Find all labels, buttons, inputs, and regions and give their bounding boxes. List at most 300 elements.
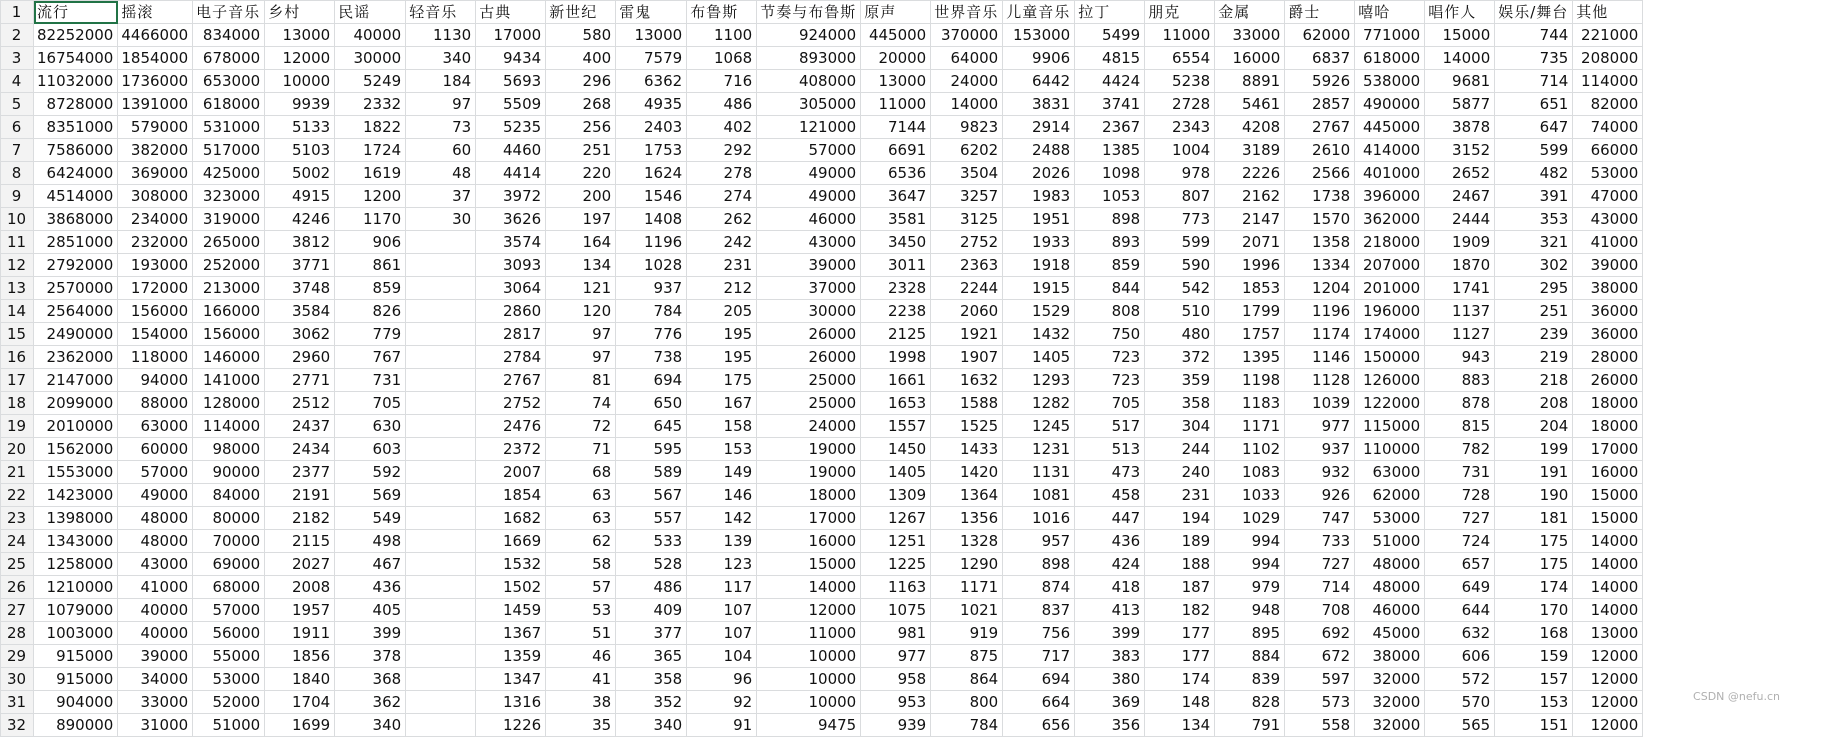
- data-cell[interactable]: 340: [335, 714, 406, 737]
- data-cell[interactable]: 187: [1145, 576, 1215, 599]
- data-cell[interactable]: 2960: [265, 346, 335, 369]
- column-header-cell[interactable]: 节奏与布鲁斯: [757, 1, 861, 24]
- data-cell[interactable]: 480: [1145, 323, 1215, 346]
- data-cell[interactable]: 218000: [1355, 231, 1425, 254]
- data-cell[interactable]: 12000: [757, 599, 861, 622]
- row-header[interactable]: 27: [1, 599, 34, 622]
- data-cell[interactable]: [406, 300, 476, 323]
- data-cell[interactable]: 48000: [1355, 553, 1425, 576]
- data-cell[interactable]: 55000: [193, 645, 265, 668]
- data-cell[interactable]: 3584: [265, 300, 335, 323]
- data-cell[interactable]: [406, 438, 476, 461]
- data-cell[interactable]: 756: [1003, 622, 1075, 645]
- data-cell[interactable]: 196000: [1355, 300, 1425, 323]
- data-cell[interactable]: 9475: [757, 714, 861, 737]
- data-cell[interactable]: 1098: [1075, 162, 1145, 185]
- data-cell[interactable]: [406, 599, 476, 622]
- data-cell[interactable]: 1196: [616, 231, 687, 254]
- data-cell[interactable]: 3450: [861, 231, 931, 254]
- data-cell[interactable]: 5235: [476, 116, 546, 139]
- data-cell[interactable]: 359: [1145, 369, 1215, 392]
- column-header-cell[interactable]: 布鲁斯: [687, 1, 757, 24]
- data-cell[interactable]: 1100: [687, 24, 757, 47]
- data-cell[interactable]: 213000: [193, 277, 265, 300]
- data-cell[interactable]: 340: [616, 714, 687, 737]
- data-cell[interactable]: 1003000: [34, 622, 118, 645]
- data-cell[interactable]: 25000: [757, 369, 861, 392]
- data-cell[interactable]: 96: [687, 668, 757, 691]
- data-cell[interactable]: 362000: [1355, 208, 1425, 231]
- data-cell[interactable]: 978: [1145, 162, 1215, 185]
- data-cell[interactable]: 97: [546, 346, 616, 369]
- data-cell[interactable]: 305000: [757, 93, 861, 116]
- data-cell[interactable]: 590: [1145, 254, 1215, 277]
- data-cell[interactable]: 399: [335, 622, 406, 645]
- data-cell[interactable]: 15000: [1573, 507, 1643, 530]
- data-cell[interactable]: 43000: [757, 231, 861, 254]
- data-cell[interactable]: 2860: [476, 300, 546, 323]
- data-cell[interactable]: 84000: [193, 484, 265, 507]
- data-cell[interactable]: 63: [546, 507, 616, 530]
- data-cell[interactable]: 2914: [1003, 116, 1075, 139]
- data-cell[interactable]: 599: [1145, 231, 1215, 254]
- data-cell[interactable]: 64000: [931, 47, 1003, 70]
- row-header[interactable]: 6: [1, 116, 34, 139]
- row-header[interactable]: 19: [1, 415, 34, 438]
- data-cell[interactable]: 906: [335, 231, 406, 254]
- data-cell[interactable]: 13000: [265, 24, 335, 47]
- data-cell[interactable]: 221000: [1573, 24, 1643, 47]
- data-cell[interactable]: 219: [1495, 346, 1573, 369]
- data-cell[interactable]: 1570: [1285, 208, 1355, 231]
- data-cell[interactable]: 2147000: [34, 369, 118, 392]
- data-cell[interactable]: [406, 277, 476, 300]
- data-cell[interactable]: 1293: [1003, 369, 1075, 392]
- data-cell[interactable]: 10000: [757, 691, 861, 714]
- data-cell[interactable]: 447: [1075, 507, 1145, 530]
- data-cell[interactable]: [406, 645, 476, 668]
- data-cell[interactable]: 1170: [335, 208, 406, 231]
- data-cell[interactable]: 1502: [476, 576, 546, 599]
- column-header-cell[interactable]: 其他: [1573, 1, 1643, 24]
- data-cell[interactable]: 190: [1495, 484, 1573, 507]
- data-cell[interactable]: 3626: [476, 208, 546, 231]
- data-cell[interactable]: 9939: [265, 93, 335, 116]
- data-cell[interactable]: 937: [1285, 438, 1355, 461]
- data-cell[interactable]: 362: [335, 691, 406, 714]
- data-cell[interactable]: 175: [1495, 553, 1573, 576]
- data-cell[interactable]: [406, 668, 476, 691]
- data-cell[interactable]: 1736000: [118, 70, 193, 93]
- data-cell[interactable]: 34000: [118, 668, 193, 691]
- data-cell[interactable]: 41000: [1573, 231, 1643, 254]
- data-cell[interactable]: [406, 231, 476, 254]
- data-cell[interactable]: 9434: [476, 47, 546, 70]
- column-header-cell[interactable]: 金属: [1215, 1, 1285, 24]
- row-header[interactable]: 2: [1, 24, 34, 47]
- data-cell[interactable]: 2752: [931, 231, 1003, 254]
- data-cell[interactable]: 13000: [861, 70, 931, 93]
- data-cell[interactable]: 977: [1285, 415, 1355, 438]
- data-cell[interactable]: 15000: [1573, 484, 1643, 507]
- data-cell[interactable]: 2328: [861, 277, 931, 300]
- data-cell[interactable]: 377: [616, 622, 687, 645]
- data-cell[interactable]: 2767: [1285, 116, 1355, 139]
- data-cell[interactable]: 1408: [616, 208, 687, 231]
- data-cell[interactable]: 251: [546, 139, 616, 162]
- data-cell[interactable]: 231: [687, 254, 757, 277]
- data-cell[interactable]: 4414: [476, 162, 546, 185]
- data-cell[interactable]: 408000: [757, 70, 861, 93]
- data-cell[interactable]: 517: [1075, 415, 1145, 438]
- data-cell[interactable]: 3972: [476, 185, 546, 208]
- data-cell[interactable]: 915000: [34, 668, 118, 691]
- data-cell[interactable]: 51000: [1355, 530, 1425, 553]
- data-cell[interactable]: 5133: [265, 116, 335, 139]
- data-cell[interactable]: 1028: [616, 254, 687, 277]
- data-cell[interactable]: 1870: [1425, 254, 1495, 277]
- data-cell[interactable]: 48000: [118, 530, 193, 553]
- data-cell[interactable]: 1204: [1285, 277, 1355, 300]
- data-cell[interactable]: 595: [616, 438, 687, 461]
- data-cell[interactable]: 1004: [1145, 139, 1215, 162]
- data-cell[interactable]: 166000: [193, 300, 265, 323]
- row-header[interactable]: 24: [1, 530, 34, 553]
- data-cell[interactable]: 6362: [616, 70, 687, 93]
- data-cell[interactable]: 1079000: [34, 599, 118, 622]
- data-cell[interactable]: 97: [546, 323, 616, 346]
- data-cell[interactable]: 153: [1495, 691, 1573, 714]
- data-cell[interactable]: 9681: [1425, 70, 1495, 93]
- data-cell[interactable]: 1016: [1003, 507, 1075, 530]
- data-cell[interactable]: 953: [861, 691, 931, 714]
- data-cell[interactable]: 107: [687, 599, 757, 622]
- row-header[interactable]: 31: [1, 691, 34, 714]
- data-cell[interactable]: 1405: [861, 461, 931, 484]
- data-cell[interactable]: 531000: [193, 116, 265, 139]
- data-cell[interactable]: 39000: [1573, 254, 1643, 277]
- data-cell[interactable]: 714: [1495, 70, 1573, 93]
- data-cell[interactable]: 18000: [757, 484, 861, 507]
- data-cell[interactable]: 74000: [1573, 116, 1643, 139]
- column-header-cell[interactable]: 轻音乐: [406, 1, 476, 24]
- data-cell[interactable]: 308000: [118, 185, 193, 208]
- data-cell[interactable]: 149: [687, 461, 757, 484]
- data-cell[interactable]: 692: [1285, 622, 1355, 645]
- data-cell[interactable]: 382000: [118, 139, 193, 162]
- data-cell[interactable]: 68000: [193, 576, 265, 599]
- data-cell[interactable]: 1231: [1003, 438, 1075, 461]
- data-cell[interactable]: 1669: [476, 530, 546, 553]
- data-cell[interactable]: 943: [1425, 346, 1495, 369]
- data-cell[interactable]: 5877: [1425, 93, 1495, 116]
- data-cell[interactable]: 60000: [118, 438, 193, 461]
- data-cell[interactable]: 2434: [265, 438, 335, 461]
- data-cell[interactable]: 39000: [757, 254, 861, 277]
- data-cell[interactable]: 436: [1075, 530, 1145, 553]
- data-cell[interactable]: 4460: [476, 139, 546, 162]
- data-cell[interactable]: 4935: [616, 93, 687, 116]
- data-cell[interactable]: 159: [1495, 645, 1573, 668]
- data-cell[interactable]: 895: [1215, 622, 1285, 645]
- data-cell[interactable]: 445000: [1355, 116, 1425, 139]
- data-cell[interactable]: 32000: [1355, 714, 1425, 737]
- column-header-cell[interactable]: 朋克: [1145, 1, 1215, 24]
- data-cell[interactable]: 717: [1003, 645, 1075, 668]
- data-cell[interactable]: [406, 369, 476, 392]
- data-cell[interactable]: 533: [616, 530, 687, 553]
- data-cell[interactable]: 2099000: [34, 392, 118, 415]
- data-cell[interactable]: 118000: [118, 346, 193, 369]
- data-cell[interactable]: 3868000: [34, 208, 118, 231]
- data-cell[interactable]: 1367: [476, 622, 546, 645]
- data-cell[interactable]: 30: [406, 208, 476, 231]
- data-cell[interactable]: 57000: [118, 461, 193, 484]
- data-cell[interactable]: 7586000: [34, 139, 118, 162]
- data-cell[interactable]: 1951: [1003, 208, 1075, 231]
- data-cell[interactable]: 1039: [1285, 392, 1355, 415]
- data-cell[interactable]: 1546: [616, 185, 687, 208]
- data-cell[interactable]: 340: [406, 47, 476, 70]
- data-cell[interactable]: 8891: [1215, 70, 1285, 93]
- data-cell[interactable]: 12000: [1573, 691, 1643, 714]
- data-cell[interactable]: 597: [1285, 668, 1355, 691]
- data-cell[interactable]: [406, 530, 476, 553]
- data-cell[interactable]: 771000: [1355, 24, 1425, 47]
- data-cell[interactable]: 2027: [265, 553, 335, 576]
- data-cell[interactable]: 1163: [861, 576, 931, 599]
- data-cell[interactable]: 46000: [757, 208, 861, 231]
- data-cell[interactable]: 738: [616, 346, 687, 369]
- data-cell[interactable]: 232000: [118, 231, 193, 254]
- data-cell[interactable]: 932: [1285, 461, 1355, 484]
- data-cell[interactable]: 2007: [476, 461, 546, 484]
- data-cell[interactable]: 274: [687, 185, 757, 208]
- data-cell[interactable]: [406, 323, 476, 346]
- data-cell[interactable]: 579000: [118, 116, 193, 139]
- data-cell[interactable]: 1385: [1075, 139, 1145, 162]
- data-cell[interactable]: 1196: [1285, 300, 1355, 323]
- data-cell[interactable]: 16000: [1573, 461, 1643, 484]
- data-cell[interactable]: 62000: [1285, 24, 1355, 47]
- data-cell[interactable]: 71: [546, 438, 616, 461]
- data-cell[interactable]: 1854: [476, 484, 546, 507]
- data-cell[interactable]: 731: [335, 369, 406, 392]
- data-cell[interactable]: 181: [1495, 507, 1573, 530]
- data-cell[interactable]: 2115: [265, 530, 335, 553]
- data-cell[interactable]: 5499: [1075, 24, 1145, 47]
- data-cell[interactable]: 175: [1495, 530, 1573, 553]
- data-cell[interactable]: 123: [687, 553, 757, 576]
- column-header-cell[interactable]: 古典: [476, 1, 546, 24]
- data-cell[interactable]: 6691: [861, 139, 931, 162]
- data-cell[interactable]: 207000: [1355, 254, 1425, 277]
- data-cell[interactable]: 10000: [265, 70, 335, 93]
- data-cell[interactable]: 837: [1003, 599, 1075, 622]
- data-cell[interactable]: 2490000: [34, 323, 118, 346]
- data-cell[interactable]: 2857: [1285, 93, 1355, 116]
- data-cell[interactable]: 319000: [193, 208, 265, 231]
- data-cell[interactable]: 4424: [1075, 70, 1145, 93]
- data-cell[interactable]: 52000: [193, 691, 265, 714]
- data-cell[interactable]: 2372: [476, 438, 546, 461]
- data-cell[interactable]: 2771: [265, 369, 335, 392]
- data-cell[interactable]: 9906: [1003, 47, 1075, 70]
- data-cell[interactable]: 90000: [193, 461, 265, 484]
- data-cell[interactable]: 19000: [757, 438, 861, 461]
- data-cell[interactable]: 1290: [931, 553, 1003, 576]
- data-cell[interactable]: 60: [406, 139, 476, 162]
- data-cell[interactable]: 15000: [757, 553, 861, 576]
- data-cell[interactable]: 3812: [265, 231, 335, 254]
- data-cell[interactable]: 239: [1495, 323, 1573, 346]
- data-cell[interactable]: 939: [861, 714, 931, 737]
- data-cell[interactable]: 26000: [757, 323, 861, 346]
- data-cell[interactable]: 154000: [118, 323, 193, 346]
- row-header[interactable]: 4: [1, 70, 34, 93]
- data-cell[interactable]: 88000: [118, 392, 193, 415]
- data-cell[interactable]: 445000: [861, 24, 931, 47]
- data-cell[interactable]: 919: [931, 622, 1003, 645]
- data-cell[interactable]: 414000: [1355, 139, 1425, 162]
- data-cell[interactable]: 589: [616, 461, 687, 484]
- data-cell[interactable]: 402: [687, 116, 757, 139]
- data-cell[interactable]: 58: [546, 553, 616, 576]
- row-header[interactable]: 25: [1, 553, 34, 576]
- data-cell[interactable]: 94000: [118, 369, 193, 392]
- data-cell[interactable]: 1704: [265, 691, 335, 714]
- data-cell[interactable]: 33000: [118, 691, 193, 714]
- data-cell[interactable]: 193000: [118, 254, 193, 277]
- data-cell[interactable]: 784: [931, 714, 1003, 737]
- data-cell[interactable]: 473: [1075, 461, 1145, 484]
- data-cell[interactable]: 784: [616, 300, 687, 323]
- data-cell[interactable]: 4915: [265, 185, 335, 208]
- data-cell[interactable]: 175: [687, 369, 757, 392]
- data-cell[interactable]: 1682: [476, 507, 546, 530]
- data-cell[interactable]: 1033: [1215, 484, 1285, 507]
- data-cell[interactable]: 6837: [1285, 47, 1355, 70]
- data-cell[interactable]: 606: [1425, 645, 1495, 668]
- data-cell[interactable]: 558: [1285, 714, 1355, 737]
- data-cell[interactable]: 528: [616, 553, 687, 576]
- row-header[interactable]: 10: [1, 208, 34, 231]
- data-cell[interactable]: 234000: [118, 208, 193, 231]
- data-cell[interactable]: 1553000: [34, 461, 118, 484]
- data-cell[interactable]: 62000: [1355, 484, 1425, 507]
- data-cell[interactable]: 167: [687, 392, 757, 415]
- data-cell[interactable]: 16754000: [34, 47, 118, 70]
- data-cell[interactable]: 73: [406, 116, 476, 139]
- data-cell[interactable]: 399: [1075, 622, 1145, 645]
- data-cell[interactable]: 2363: [931, 254, 1003, 277]
- data-cell[interactable]: 1420: [931, 461, 1003, 484]
- data-cell[interactable]: 48: [406, 162, 476, 185]
- data-cell[interactable]: 33000: [1215, 24, 1285, 47]
- data-cell[interactable]: 878: [1425, 392, 1495, 415]
- data-cell[interactable]: 1245: [1003, 415, 1075, 438]
- data-cell[interactable]: 1525: [931, 415, 1003, 438]
- data-cell[interactable]: 302: [1495, 254, 1573, 277]
- data-cell[interactable]: 14000: [1573, 599, 1643, 622]
- column-header-cell[interactable]: 爵士: [1285, 1, 1355, 24]
- data-cell[interactable]: 380: [1075, 668, 1145, 691]
- data-cell[interactable]: 353: [1495, 208, 1573, 231]
- row-header[interactable]: 17: [1, 369, 34, 392]
- data-cell[interactable]: 46: [546, 645, 616, 668]
- column-header-cell[interactable]: 原声: [861, 1, 931, 24]
- data-cell[interactable]: 197: [546, 208, 616, 231]
- data-cell[interactable]: 121000: [757, 116, 861, 139]
- data-cell[interactable]: 834000: [193, 24, 265, 47]
- data-cell[interactable]: 36000: [1573, 300, 1643, 323]
- data-cell[interactable]: 358: [1145, 392, 1215, 415]
- data-cell[interactable]: 47000: [1573, 185, 1643, 208]
- data-cell[interactable]: 883: [1425, 369, 1495, 392]
- data-cell[interactable]: 893: [1075, 231, 1145, 254]
- data-cell[interactable]: 30000: [335, 47, 406, 70]
- row-header[interactable]: 20: [1, 438, 34, 461]
- data-cell[interactable]: 2362000: [34, 346, 118, 369]
- data-cell[interactable]: [406, 461, 476, 484]
- data-cell[interactable]: 436: [335, 576, 406, 599]
- data-cell[interactable]: 62: [546, 530, 616, 553]
- data-cell[interactable]: 3741: [1075, 93, 1145, 116]
- data-cell[interactable]: 195: [687, 346, 757, 369]
- data-cell[interactable]: 859: [335, 277, 406, 300]
- data-cell[interactable]: 107: [687, 622, 757, 645]
- data-cell[interactable]: 151: [1495, 714, 1573, 737]
- data-cell[interactable]: 391: [1495, 185, 1573, 208]
- data-cell[interactable]: 694: [616, 369, 687, 392]
- data-cell[interactable]: 2728: [1145, 93, 1215, 116]
- data-cell[interactable]: 104: [687, 645, 757, 668]
- data-cell[interactable]: 1921: [931, 323, 1003, 346]
- data-cell[interactable]: 114000: [193, 415, 265, 438]
- data-cell[interactable]: [406, 691, 476, 714]
- data-cell[interactable]: 893000: [757, 47, 861, 70]
- column-header-cell[interactable]: 娱乐/舞台: [1495, 1, 1573, 24]
- data-cell[interactable]: 2244: [931, 277, 1003, 300]
- data-cell[interactable]: 14000: [757, 576, 861, 599]
- data-cell[interactable]: 1450: [861, 438, 931, 461]
- data-cell[interactable]: 874: [1003, 576, 1075, 599]
- data-cell[interactable]: 5461: [1215, 93, 1285, 116]
- data-cell[interactable]: 467: [335, 553, 406, 576]
- data-cell[interactable]: 3748: [265, 277, 335, 300]
- data-cell[interactable]: 705: [1075, 392, 1145, 415]
- data-cell[interactable]: 150000: [1355, 346, 1425, 369]
- data-cell[interactable]: 807: [1145, 185, 1215, 208]
- data-cell[interactable]: 92: [687, 691, 757, 714]
- data-cell[interactable]: 1632: [931, 369, 1003, 392]
- data-cell[interactable]: 69000: [193, 553, 265, 576]
- data-cell[interactable]: 413: [1075, 599, 1145, 622]
- row-header[interactable]: 7: [1, 139, 34, 162]
- data-cell[interactable]: 2476: [476, 415, 546, 438]
- data-cell[interactable]: 2125: [861, 323, 931, 346]
- data-cell[interactable]: 231: [1145, 484, 1215, 507]
- data-cell[interactable]: 2191: [265, 484, 335, 507]
- data-cell[interactable]: 1799: [1215, 300, 1285, 323]
- data-cell[interactable]: 1738: [1285, 185, 1355, 208]
- data-cell[interactable]: 1983: [1003, 185, 1075, 208]
- data-cell[interactable]: 4246: [265, 208, 335, 231]
- data-cell[interactable]: [406, 622, 476, 645]
- data-cell[interactable]: 356: [1075, 714, 1145, 737]
- data-cell[interactable]: 890000: [34, 714, 118, 737]
- data-cell[interactable]: 14000: [1425, 47, 1495, 70]
